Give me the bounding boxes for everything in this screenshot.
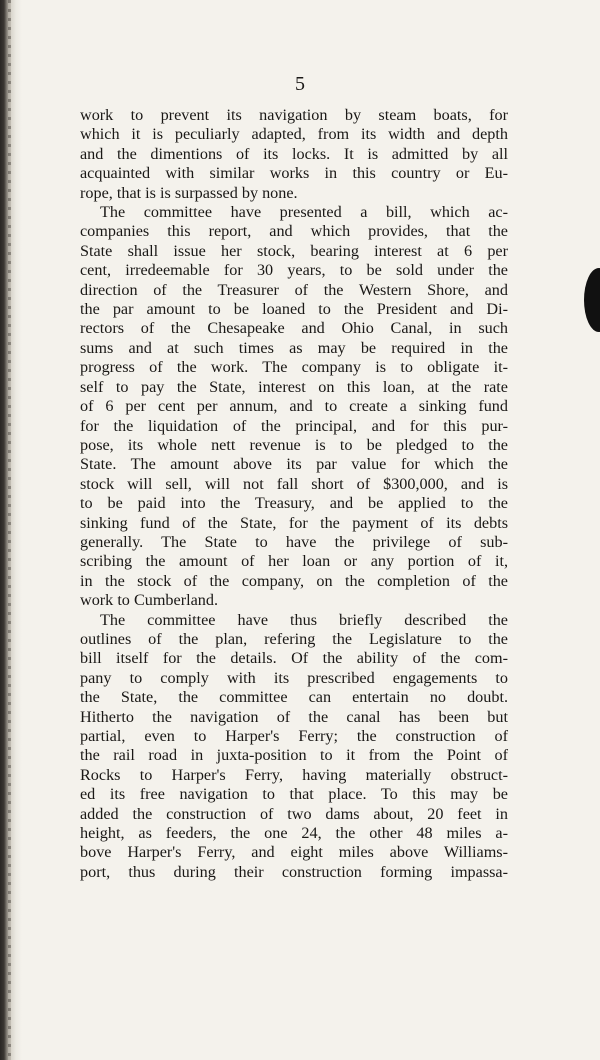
text-line: height, as feeders, the one 24, the other 48 miles a- <box>80 824 508 843</box>
text-line: sinking fund of the State, for the payment of its debts <box>80 513 508 532</box>
text-line: the rail road in juxta-position to it from the Point of <box>80 746 508 765</box>
text-line: The committee have presented a bill, which ac- <box>100 203 508 222</box>
text-line: State. The amount above its par value for which the <box>80 455 508 474</box>
text-line: added the construction of two dams about, 20 feet in <box>80 804 508 823</box>
text-line: progress of the work. The company is to obligate it- <box>80 358 508 377</box>
text-line: work to prevent its navigation by steam boats, for <box>80 106 508 124</box>
text-line: pany to comply with its prescribed engagements to <box>80 668 508 687</box>
text-line: to be paid into the Treasury, and be applied to the <box>80 494 508 513</box>
text-line: the State, the committee can entertain no doubt. <box>80 688 508 707</box>
text-line: State shall issue her stock, bearing interest at 6 per <box>80 241 508 260</box>
text-line: pose, its whole nett revenue is to be pledged to the <box>80 435 508 454</box>
text-line: acquainted with similar works in this country or Eu- <box>80 164 508 183</box>
text-line: direction of the Treasurer of the Western Shore, and <box>80 280 508 299</box>
page-number: 5 <box>295 73 305 95</box>
text-line: bove Harper's Ferry, and eight miles above Williams- <box>80 843 508 862</box>
text-line: of 6 per cent per annum, and to create a sinking fund <box>80 397 508 416</box>
text-line: for the liquidation of the principal, and for this pur- <box>80 416 508 435</box>
text-line: self to pay the State, interest on this loan, at the rate <box>80 377 508 396</box>
ink-blot <box>584 268 600 332</box>
text-line: the par amount to be loaned to the President and Di- <box>80 300 508 319</box>
text-line: Hitherto the navigation of the canal has been but <box>80 707 508 726</box>
text-line: Rocks to Harper's Ferry, having materially obstruct- <box>80 765 508 784</box>
text-line: rope, that is is surpassed by none. <box>80 183 298 202</box>
text-line: partial, even to Harper's Ferry; the construction of <box>80 727 508 745</box>
text-line: bill itself for the details. Of the ability of the com- <box>80 649 508 668</box>
text-line: in the stock of the company, on the completion of the <box>80 571 508 590</box>
text-line: rectors of the Chesapeake and Ohio Canal, in such <box>80 319 508 338</box>
text-line: stock will sell, will not fall short of $300,000, and is <box>80 474 508 493</box>
text-line: ed its free navigation to that place. To this may be <box>80 785 508 804</box>
text-line: port, thus during their construction forming impassa- <box>80 862 508 881</box>
text-line: work to Cumberland. <box>80 591 219 610</box>
text-line: outlines of the plan, refering the Legislature to the <box>80 629 508 648</box>
text-line: which it is peculiarly adapted, from its width and depth <box>80 125 508 144</box>
text-line: sums and at such times as may be required in the <box>80 338 508 357</box>
body-text <box>80 106 508 882</box>
binding-edge <box>0 0 22 1060</box>
text-line: generally. The State to have the privilege of sub- <box>80 532 508 551</box>
text-line: cent, irredeemable for 30 years, to be sold under the <box>80 261 508 280</box>
text-line: and the dimentions of its locks. It is admitted by all <box>80 144 508 163</box>
text-line: The committee have thus briefly described the <box>100 610 508 629</box>
text-line: companies this report, and which provides, that the <box>80 222 508 241</box>
text-line: scribing the amount of her loan or any portion of it, <box>80 552 508 571</box>
